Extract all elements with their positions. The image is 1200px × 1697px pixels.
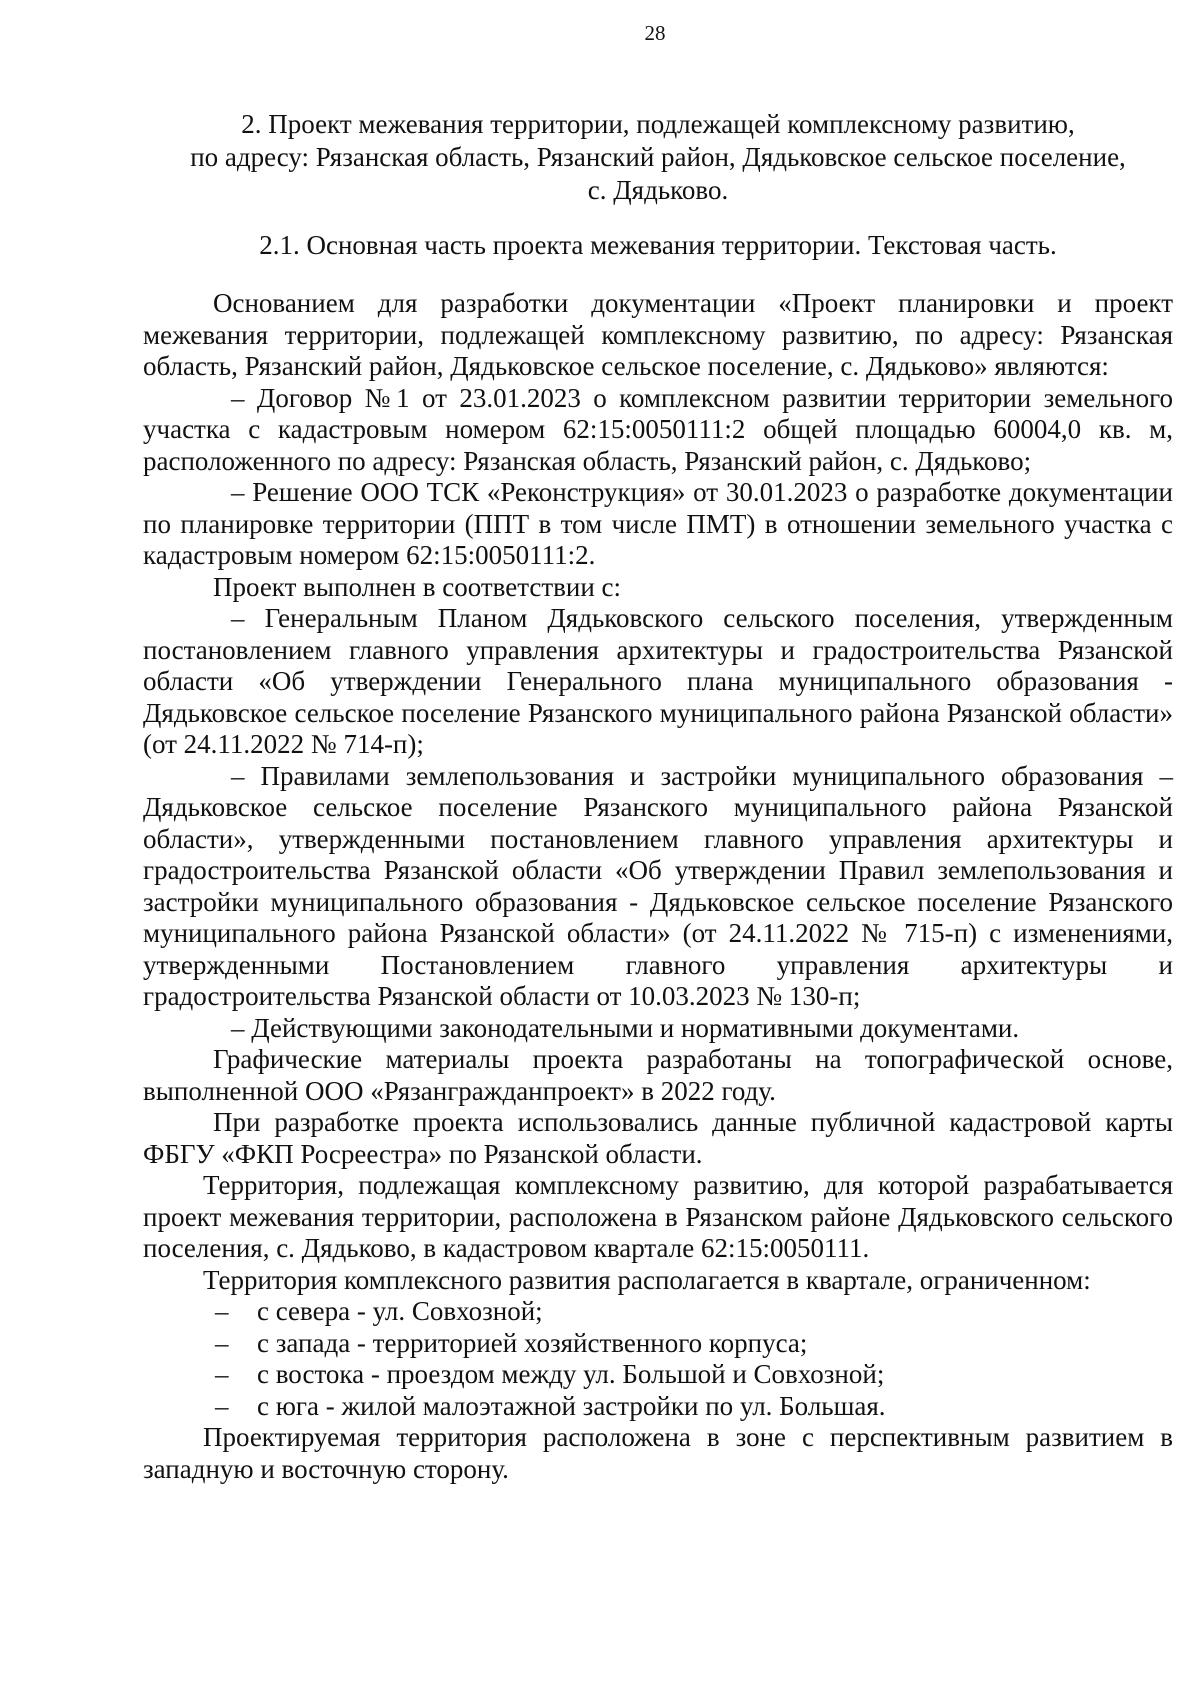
page-number: 28 (644, 21, 666, 45)
paragraph-legislation: – Действующими законодательными и нормативными документами. (231, 1012, 1020, 1043)
list-item-text: с запада - территорией хозяйственного корпуса; (257, 1327, 808, 1358)
section-title (143, 108, 1173, 207)
list-item (143, 1359, 1173, 1391)
list-item-text: с севера - ул. Совхозной; (257, 1296, 543, 1326)
paragraph-rules: – Правилами землепользования и застройки муниципального образования – Дядьковское сельское поселение Рязанского муниципального района Рязанской области», утвержденными постановлением главного управления архитектуры и градостроительства Рязанской области «Об утверждении Правил землепользования и застройки муниципального образования - Дядьковское сельское поселение Рязанского муниципального района Рязанской области» (от 24.11.2022 № 715-п) с изменениями, утвержденными Постановлением главного управления архитектуры и градостроительства Рязанской области от 10.03.2023 № 130-п; (143, 760, 1173, 1011)
paragraph-decision: – Решение ООО ТСК «Реконструкция» от 30.01.2023 о разработке документации по планировке территории (ППТ в том числе ПМТ) в отношении земельного участка с кадастровым номером 62:15:0050111:2. (143, 477, 1173, 570)
paragraph-basis: Основанием для разработки документации «Проект планировки и проект межевания территории, подлежащей комплексному развитию, по адресу: Рязанская область, Рязанский район, Дядьковское сельское поселение, с. Дядьково» являются: (143, 288, 1173, 381)
paragraph-general-plan: – Генеральным Планом Дядьковского сельского поселения, утвержденным постановлением главного управления архитектуры и градостроительства Рязанской области «Об утверждении Генерального плана муниципального образования - Дядьковское сельское поселение Рязанского муниципального района Рязанской области» (от 24.11.2022 № 714-п); (143, 603, 1173, 759)
list-item (143, 1328, 1173, 1360)
paragraph-territory: Территория, подлежащая комплексному развитию, для которой разрабатывается проект межевания территории, расположена в Рязанском районе Дядьковского сельского поселения, с. Дядьково, в кадастровом квартале 62:15:0050111. (143, 1170, 1173, 1263)
list-dash: – (215, 1296, 229, 1326)
paragraph-cadastral-map: При разработке проекта использовались данные публичной кадастровой карты ФБГУ «ФКП Росреестра» по Рязанской области. (143, 1107, 1173, 1169)
list-dash: – (215, 1327, 229, 1358)
list-item-text: с юга - жилой малоэтажной застройки по ул. Большая. (257, 1390, 886, 1421)
list-item (143, 1391, 1173, 1423)
subsection-title: 2.1. Основная часть проекта межевания территории. Текстовая часть. (259, 230, 1057, 260)
list-dash: – (215, 1359, 229, 1389)
document-content (143, 108, 1173, 1485)
paragraph-bounded-intro: Территория комплексного развития располагается в квартале, ограниченном: (203, 1264, 1091, 1295)
body-text (143, 288, 1173, 1485)
paragraph-projected: Проектируемая территория расположена в зоне с перспективным развитием в западную и восточную сторону. (143, 1422, 1173, 1484)
paragraph-compliance-intro: Проект выполнен в соответствии с: (213, 571, 622, 602)
paragraph-contract: – Договор №1 от 23.01.2023 о комплексном развитии территории земельного участка с кадастровым номером 62:15:0050111:2 общей площадью 60004,0 кв. м, расположенного по адресу: Рязанская область, Рязанский район, с. Дядьково; (143, 382, 1173, 476)
list-dash: – (215, 1390, 229, 1421)
paragraph-graphics: Графические материалы проекта разработаны на топографической основе, выполненной ООО «Рязангражданпроект» в 2022 году. (143, 1044, 1173, 1106)
section-title-line: 2. Проект межевания территории, подлежащей комплексному развитию, (241, 109, 1075, 139)
list-item (143, 1296, 1173, 1328)
section-title-line: по адресу: Рязанская область, Рязанский район, Дядьковское сельское поселение, (190, 142, 1126, 172)
list-item-text: с востока - проездом между ул. Большой и Совхозной; (257, 1359, 885, 1389)
section-title-line: с. Дядьково. (587, 175, 729, 205)
boundaries-list (143, 1296, 1173, 1422)
